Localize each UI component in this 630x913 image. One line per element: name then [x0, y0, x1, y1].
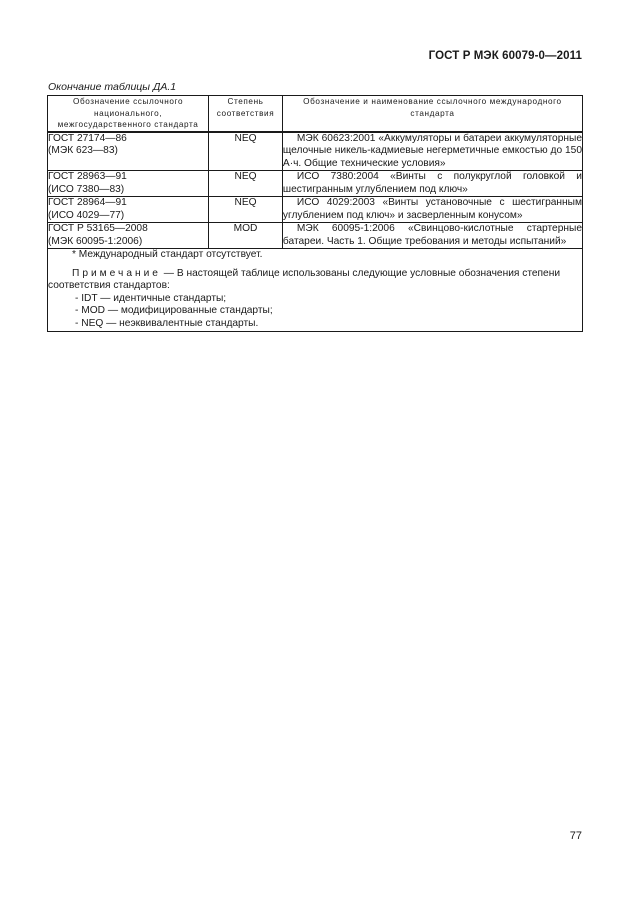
page-number: 77 [569, 830, 582, 842]
note-text: — В настоящей таблице использованы следующие условные обозначения степени соответствия стандартов: [48, 267, 561, 292]
national-standard-code: ГОСТ 27174—86 [48, 132, 127, 144]
table-header-row [48, 96, 583, 132]
national-standard-code: ГОСТ Р 53165—2008 [48, 223, 148, 234]
national-standard-code: ГОСТ 28964—91 [48, 197, 127, 208]
national-standard-cell [48, 132, 209, 171]
table-row [48, 197, 583, 223]
standards-table [47, 95, 583, 332]
col-header-national: Обозначение ссылочного национального, межгосударственного стандарта [48, 96, 209, 132]
table-footnote: * Международный стандарт отсутствует. [72, 249, 263, 260]
table-row [48, 132, 583, 171]
international-standard-cell: ИСО 7380:2004 «Винты с полукруглой головкой и шестигранным углублением под ключ» [282, 171, 582, 195]
note-list-item: - IDT — идентичные стандарты; [75, 292, 227, 304]
equivalent-standard-code: (МЭК 623—83) [48, 145, 118, 156]
degree-cell: NEQ [209, 132, 283, 171]
national-standard-code: ГОСТ 28963—91 [48, 171, 127, 182]
degree-cell: NEQ [209, 197, 283, 223]
notes-row [48, 249, 583, 332]
table-row [48, 223, 583, 249]
document-header: ГОСТ Р МЭК 60079-0—2011 [428, 50, 582, 62]
equivalent-standard-code: (ИСО 4029—77) [48, 209, 125, 221]
table-row [48, 171, 583, 197]
degree-cell: NEQ [209, 171, 283, 197]
col-header-international: Обозначение и наименование ссылочного международного стандарта [282, 96, 582, 132]
note-label: Примечание [72, 267, 161, 279]
note-list-item: - NEQ — неэквивалентные стандарты. [75, 317, 259, 329]
international-standard-cell: ИСО 4029:2003 «Винты установочные с шестигранным углублением под ключ» и засверленным конусом» [282, 197, 582, 221]
equivalent-standard-code: (МЭК 60095-1:2006) [48, 235, 143, 247]
equivalent-standard-code: (ИСО 7380—83) [48, 183, 125, 195]
table-note [48, 268, 582, 293]
international-standard-cell: МЭК 60095-1:2006 «Свинцово-кислотные стартерные батареи. Часть 1. Общие требования и методы испытаний» [282, 223, 582, 247]
national-standard-cell [48, 171, 209, 197]
col-header-degree: Степень соответствия [209, 96, 283, 132]
notes-cell [48, 249, 583, 332]
national-standard-cell [48, 223, 209, 249]
table-caption: Окончание таблицы ДА.1 [48, 81, 177, 93]
degree-cell: MOD [209, 223, 283, 249]
national-standard-cell [48, 197, 209, 223]
note-list-item: - MOD — модифицированные стандарты; [75, 305, 273, 317]
international-standard-cell: МЭК 60623:2001 «Аккумуляторы и батареи аккумуляторные щелочные никель-кадмиевые негерметичные емкостью до 150 А·ч. Общие технические условия» [282, 132, 582, 169]
